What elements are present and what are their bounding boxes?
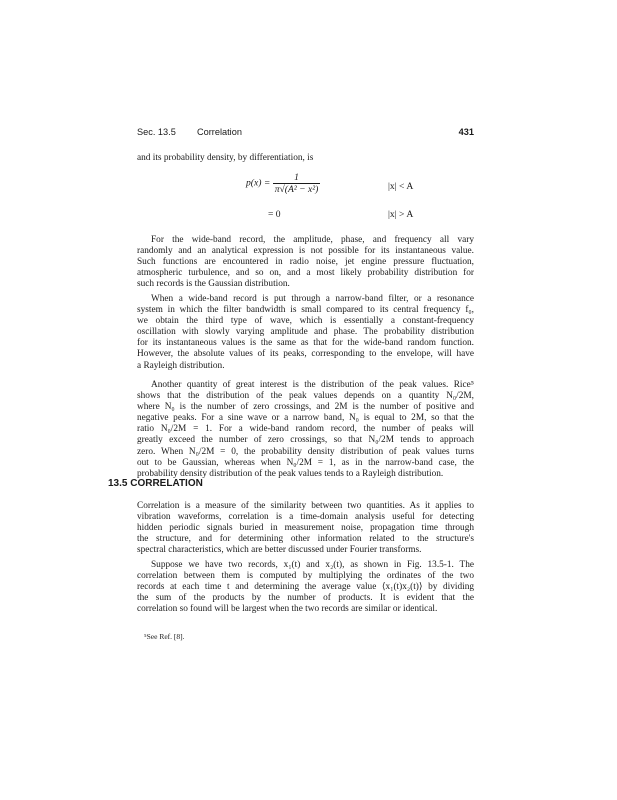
text-line: such records is the Gaussian distribution. bbox=[137, 279, 290, 290]
running-header bbox=[137, 127, 474, 143]
section-number: Sec. 13.5 bbox=[137, 127, 176, 137]
paragraph-two-records bbox=[137, 560, 474, 615]
paragraph-peak-values bbox=[137, 380, 474, 480]
text-line: the structure, and for determining other information related to the structure's bbox=[137, 534, 474, 545]
paragraph-narrow-band bbox=[137, 294, 474, 372]
text-line: randomly and an analytical expression is not possible for its instantaneous value. bbox=[137, 246, 474, 257]
intro-text: and its probability density, by differentiation, is bbox=[137, 153, 314, 163]
text-line: records at each time t and determining the average value ⟨x₁(t)x₂(t)⟩ by dividing bbox=[137, 582, 474, 593]
section-heading: 13.5 CORRELATION bbox=[108, 478, 203, 489]
text-line: probability density distribution of the peak values tends to a Rayleigh distribution. bbox=[137, 468, 444, 479]
equation-fraction bbox=[273, 172, 321, 195]
text-line: spectral characteristics, which are better discussed under Fourier transforms. bbox=[137, 545, 422, 556]
text-line: When a wide-band record is put through a narrow-band filter, or a resonance bbox=[151, 294, 474, 304]
text-line: hidden periodic signals buried in measurement noise, propagation time through bbox=[137, 523, 474, 534]
text-line: for its instantaneous values is the same as that for the wide-band random function. bbox=[137, 338, 474, 349]
page-number: 431 bbox=[458, 127, 474, 137]
text-line: Such functions are encountered in radio noise, jet engine pressure fluctuation, bbox=[137, 257, 474, 268]
text-line: a Rayleigh distribution. bbox=[137, 360, 225, 371]
intro-line bbox=[137, 153, 474, 164]
equation-denominator: π√(A² − x²) bbox=[274, 184, 319, 195]
equation-row-1 bbox=[246, 172, 320, 195]
text-line: Another quantity of great interest is the distribution of the peak values. Rice⁵ bbox=[151, 380, 474, 390]
text-line: where N₀ is the number of zero crossings, and 2M is the number of positive and bbox=[137, 402, 474, 413]
text-line: we obtain the third type of wave, which is essentially a constant-frequency bbox=[137, 316, 474, 327]
text-line: vibration waveforms, correlation is a time-domain analysis useful for detecting bbox=[137, 512, 474, 523]
text-line: For the wide-band record, the amplitude, phase, and frequency all vary bbox=[151, 235, 474, 245]
text-line: the sum of the products by the number of products. It is evident that the bbox=[137, 593, 474, 604]
running-title: Correlation bbox=[197, 127, 242, 137]
text-line: However, the absolute values of its peaks, corresponding to the envelope, will have bbox=[137, 349, 474, 360]
equation-lhs: p(x) = bbox=[246, 177, 271, 189]
text-line: ratio N₀/2M = 1. For a wide-band random record, the number of peaks will bbox=[137, 424, 474, 435]
text-line: Suppose we have two records, x₁(t) and x₂(t), as shown in Fig. 13.5-1. The bbox=[151, 560, 474, 570]
text-line: system in which the filter bandwidth is small compared to its central frequency f₀, bbox=[137, 305, 474, 316]
text-line: correlation so found will be largest when the two records are similar or identical. bbox=[137, 604, 438, 615]
equation-numerator: 1 bbox=[273, 172, 321, 184]
text-line: out to be Gaussian, whereas when N₀/2M = 1, as in the narrow-band case, the bbox=[137, 457, 474, 468]
text-line: shows that the distribution of the peak values depends on a quantity N₀/2M, bbox=[137, 391, 474, 402]
paragraph-wide-band bbox=[137, 235, 474, 290]
text-line: correlation between them is computed by multiplying the ordinates of the two bbox=[137, 571, 474, 582]
paragraph-correlation-definition bbox=[137, 501, 474, 556]
text-line: Correlation is a measure of the similarity between two quantities. As it applies to bbox=[137, 501, 474, 511]
text-line: atmospheric turbulence, and so on, and a most likely probability distribution for bbox=[137, 268, 474, 279]
text-line: negative peaks. For a sine wave or a narrow band, N₀ is equal to 2M, so that the bbox=[137, 413, 474, 424]
equation-condition-2: |x| > A bbox=[388, 209, 414, 220]
text-line: oscillation with slowly varying amplitude and phase. The probability distribution bbox=[137, 327, 474, 338]
equation-row-2: = 0 bbox=[268, 209, 281, 220]
equation-condition-1: |x| < A bbox=[388, 181, 414, 192]
text-line: zero. When N₀/2M = 0, the probability density distribution of peak values turns bbox=[137, 446, 474, 457]
footnote: ⁵See Ref. [8]. bbox=[144, 632, 185, 641]
text-line: greatly exceed the number of zero crossings, so that N₀/2M tends to approach bbox=[137, 435, 474, 446]
